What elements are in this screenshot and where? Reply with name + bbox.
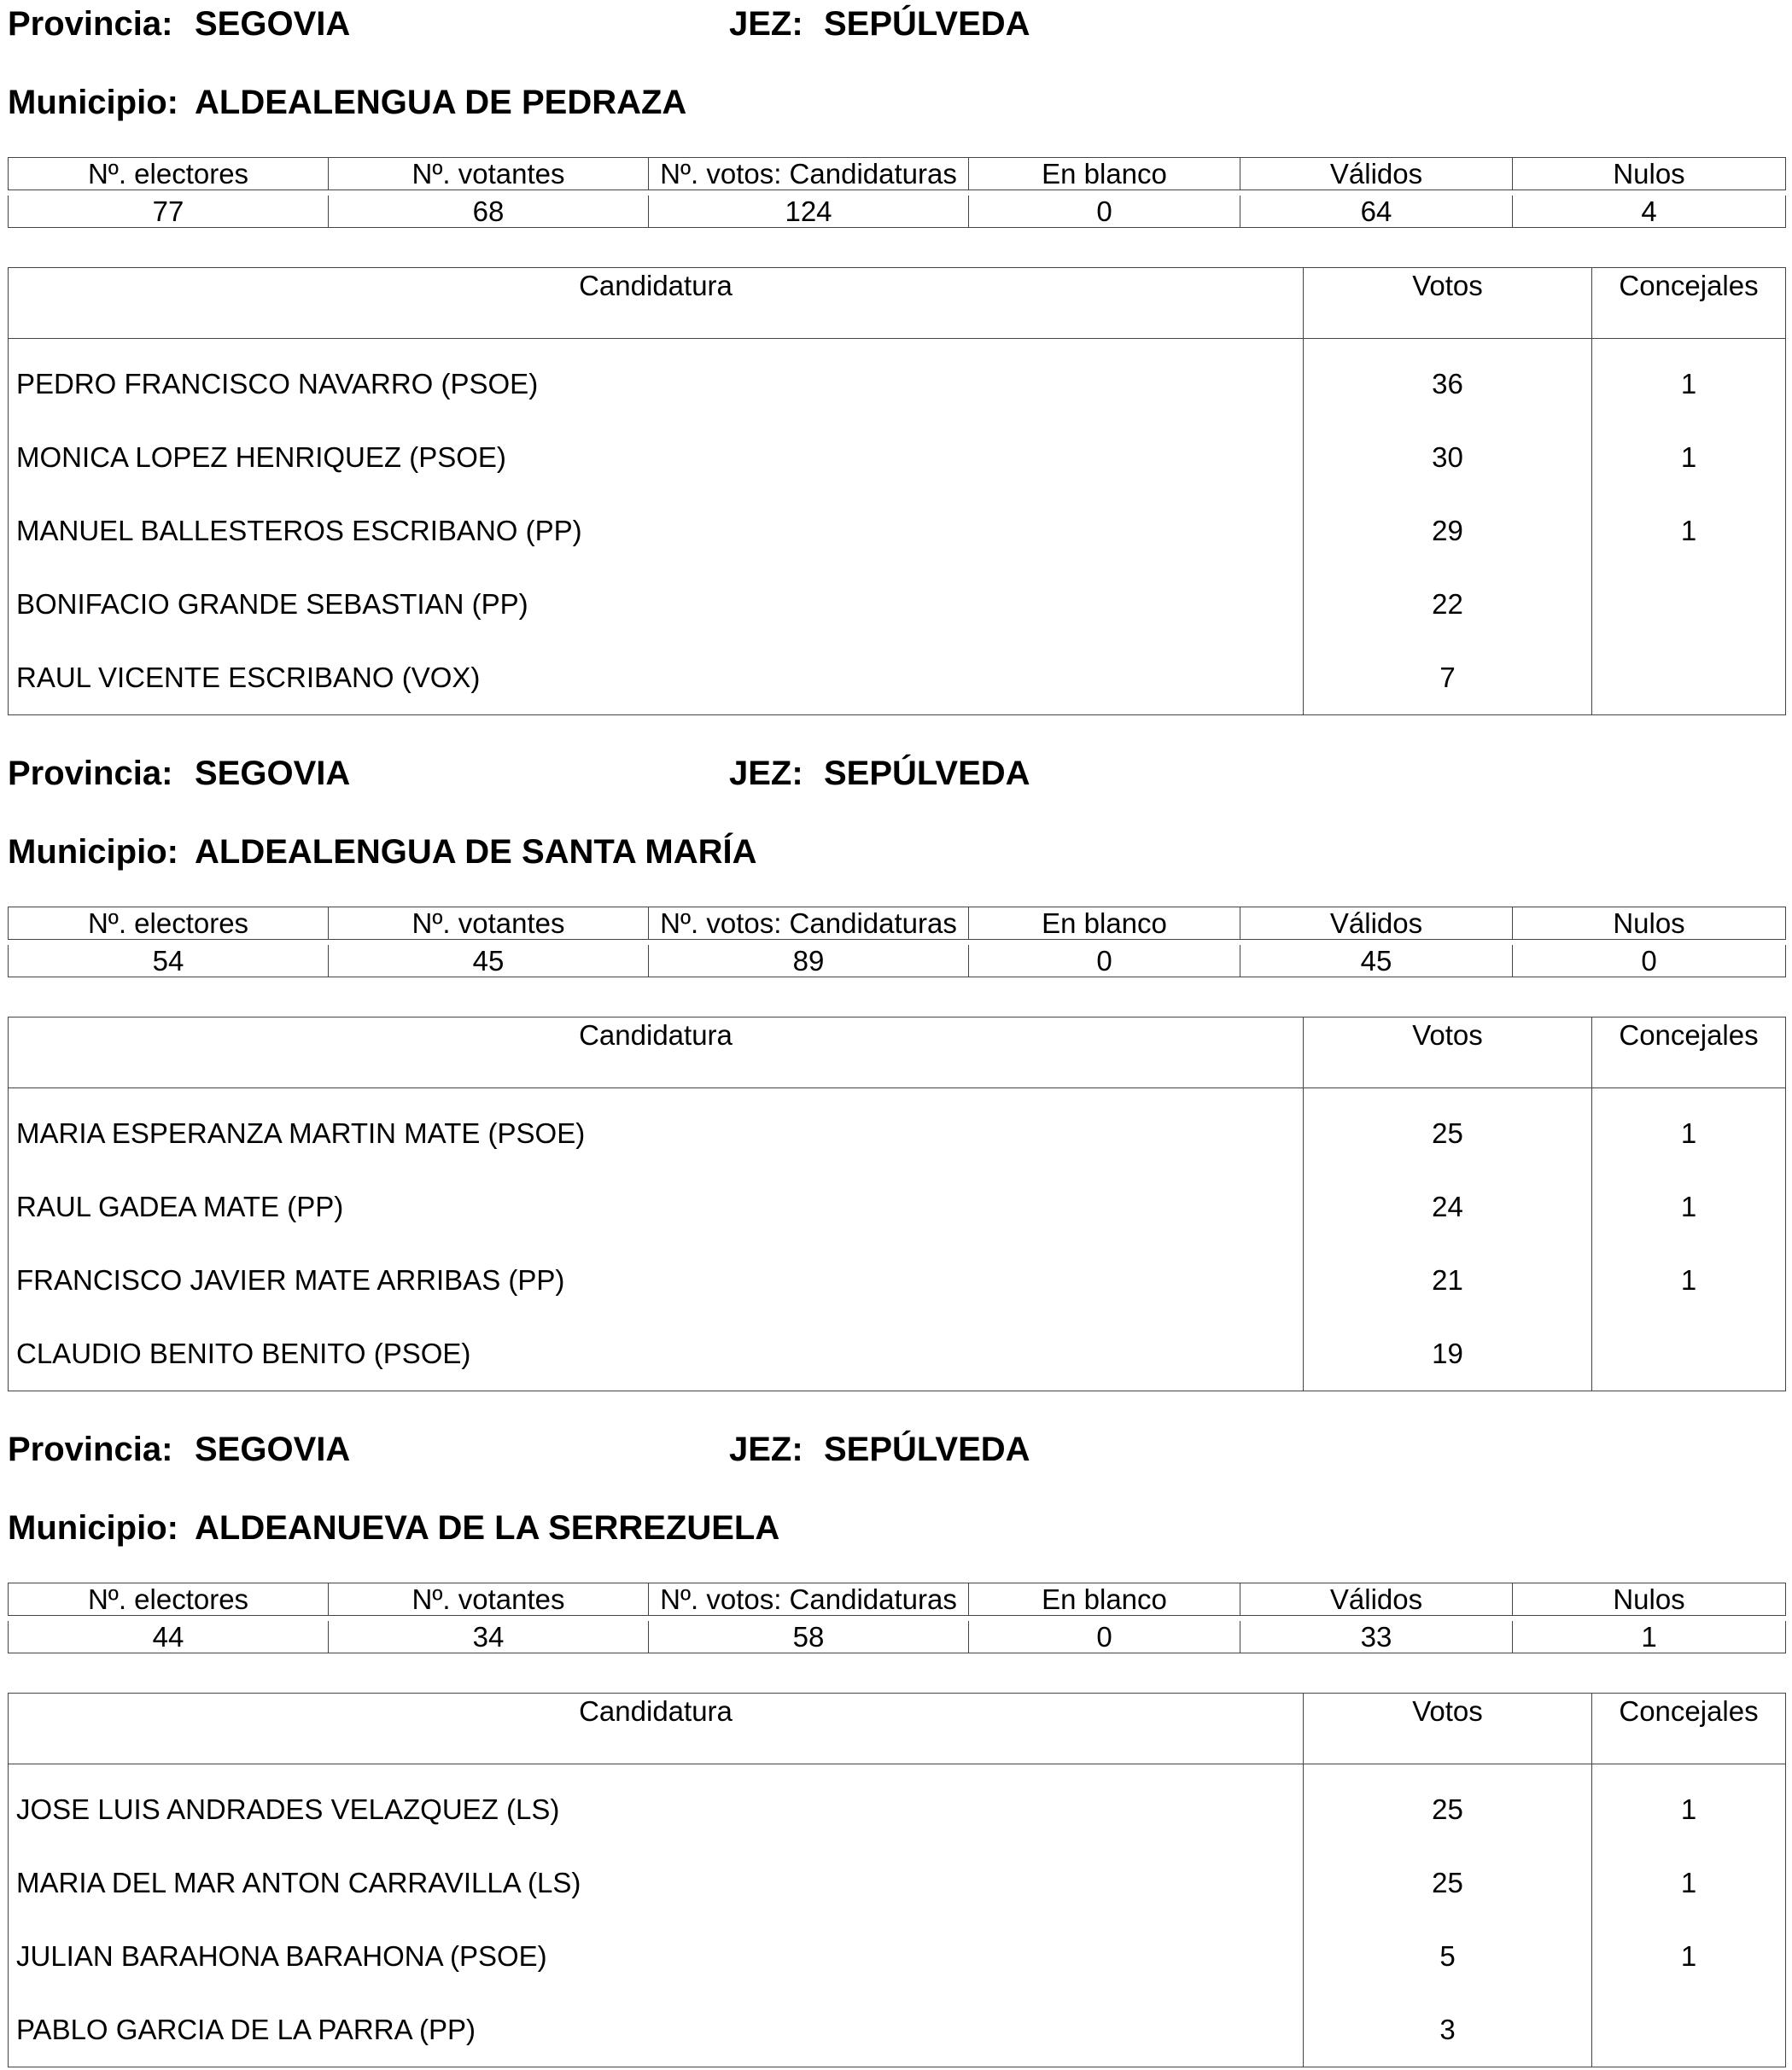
stats-header-cell: En blanco <box>969 907 1240 940</box>
candidate-concejales: 1 <box>1680 1940 1697 1972</box>
stats-value-row <box>9 1621 1786 1653</box>
stats-header-cell: Válidos <box>1240 158 1513 190</box>
jez-value: SEPÚLVEDA <box>824 755 1030 792</box>
municipio-header <box>8 830 1785 881</box>
stats-header-cell: Nulos <box>1513 1583 1786 1616</box>
stats-value-cell: 4 <box>1513 195 1786 228</box>
candidate-concejales <box>1592 1993 1786 2067</box>
stats-value-cell: 0 <box>1513 945 1786 977</box>
province-header <box>8 0 1785 51</box>
municipio-header <box>8 1506 1785 1557</box>
jez-label: JEZ: <box>729 1431 803 1468</box>
candidates-header-cell: Candidatura <box>9 268 1304 339</box>
candidate-votos: 21 <box>1304 1244 1592 1317</box>
stats-header-cell: En blanco <box>969 1583 1240 1616</box>
candidates-header-row <box>9 1694 1786 1764</box>
candidate-votos: 30 <box>1304 421 1592 494</box>
candidate-row <box>9 1170 1786 1244</box>
provincia-value: SEGOVIA <box>195 755 351 792</box>
candidate-concejales <box>1592 641 1786 715</box>
stats-header-cell: Nulos <box>1513 907 1786 940</box>
candidate-concejales <box>1592 568 1786 641</box>
province-header <box>8 1426 1785 1477</box>
candidate-concejales: 1 <box>1680 368 1697 399</box>
stats-header-row <box>9 907 1786 940</box>
stats-header-cell: En blanco <box>969 158 1240 190</box>
candidate-votos: 3 <box>1304 1993 1592 2067</box>
candidate-concejales: 1 <box>1680 1793 1697 1825</box>
municipio-value: ALDEANUEVA DE LA SERREZUELA <box>195 1509 780 1547</box>
candidate-votos: 24 <box>1304 1170 1592 1244</box>
stats-value-cell: 54 <box>9 945 329 977</box>
stats-value-cell: 0 <box>969 1621 1240 1653</box>
stats-value-row <box>9 195 1786 228</box>
candidate-name: JOSE LUIS ANDRADES VELAZQUEZ (LS) <box>9 1764 1304 1847</box>
candidates-header-cell: Candidatura <box>9 1018 1304 1088</box>
municipio-header <box>8 80 1785 131</box>
candidates-table <box>8 1693 1786 2067</box>
candidates-header-cell: Concejales <box>1592 1018 1786 1088</box>
stats-header-cell: Nº. votantes <box>329 158 649 190</box>
candidate-votos: 29 <box>1304 494 1592 568</box>
stats-value-cell: 0 <box>969 945 1240 977</box>
candidate-concejales: 1 <box>1680 441 1697 473</box>
candidate-votos: 22 <box>1304 568 1592 641</box>
stats-header-cell: Nulos <box>1513 158 1786 190</box>
candidates-header-cell: Votos <box>1304 1018 1592 1088</box>
stats-value-cell: 1 <box>1513 1621 1786 1653</box>
jez-label: JEZ: <box>729 755 803 792</box>
jez-label: JEZ: <box>729 5 803 43</box>
candidate-name: MONICA LOPEZ HENRIQUEZ (PSOE) <box>9 421 1304 494</box>
candidate-row <box>9 1764 1786 1847</box>
municipality-section <box>8 749 1785 1391</box>
candidates-header-row <box>9 268 1786 339</box>
stats-table <box>8 907 1786 977</box>
stats-value-cell: 45 <box>329 945 649 977</box>
stats-value-cell: 89 <box>649 945 969 977</box>
candidates-header-cell: Votos <box>1304 268 1592 339</box>
candidate-votos: 25 <box>1304 1088 1592 1171</box>
stats-header-cell: Válidos <box>1240 907 1513 940</box>
municipio-label: Municipio: <box>8 833 178 871</box>
candidate-concejales: 1 <box>1680 1117 1697 1149</box>
candidate-votos: 25 <box>1304 1764 1592 1847</box>
candidates-header-row <box>9 1018 1786 1088</box>
municipio-value: ALDEALENGUA DE PEDRAZA <box>195 84 687 121</box>
candidate-name: MANUEL BALLESTEROS ESCRIBANO (PP) <box>9 494 1304 568</box>
provincia-label: Provincia: <box>8 5 173 43</box>
stats-value-cell: 34 <box>329 1621 649 1653</box>
candidate-row <box>9 1244 1786 1317</box>
municipality-section <box>8 1426 1785 2067</box>
candidates-header-cell: Votos <box>1304 1694 1592 1764</box>
stats-header-cell: Nº. votos: Candidaturas <box>649 907 969 940</box>
candidate-concejales <box>1592 1317 1786 1391</box>
jez-value: SEPÚLVEDA <box>824 5 1030 43</box>
candidate-row <box>9 1993 1786 2067</box>
municipio-label: Municipio: <box>8 1509 178 1547</box>
candidate-name: BONIFACIO GRANDE SEBASTIAN (PP) <box>9 568 1304 641</box>
stats-value-cell: 58 <box>649 1621 969 1653</box>
stats-value-cell: 44 <box>9 1621 329 1653</box>
candidate-name: PABLO GARCIA DE LA PARRA (PP) <box>9 1993 1304 2067</box>
candidate-name: RAUL VICENTE ESCRIBANO (VOX) <box>9 641 1304 715</box>
stats-header-row <box>9 1583 1786 1616</box>
stats-value-cell: 0 <box>969 195 1240 228</box>
jez-value: SEPÚLVEDA <box>824 1431 1030 1468</box>
provincia-value: SEGOVIA <box>195 1431 351 1468</box>
municipio-label: Municipio: <box>8 84 178 121</box>
candidate-row <box>9 421 1786 494</box>
candidate-name: CLAUDIO BENITO BENITO (PSOE) <box>9 1317 1304 1391</box>
provincia-value: SEGOVIA <box>195 5 351 43</box>
candidates-header-cell: Concejales <box>1592 268 1786 339</box>
candidate-row <box>9 1317 1786 1391</box>
candidates-header-cell: Concejales <box>1592 1694 1786 1764</box>
candidates-table <box>8 1017 1786 1391</box>
stats-header-cell: Nº. electores <box>9 907 329 940</box>
stats-table <box>8 1583 1786 1653</box>
candidates-table <box>8 267 1786 715</box>
stats-header-cell: Válidos <box>1240 1583 1513 1616</box>
candidate-votos: 36 <box>1304 339 1592 422</box>
stats-value-cell: 124 <box>649 195 969 228</box>
candidate-votos: 25 <box>1304 1846 1592 1920</box>
candidate-row <box>9 568 1786 641</box>
stats-value-row <box>9 945 1786 977</box>
stats-header-cell: Nº. votantes <box>329 907 649 940</box>
candidate-name: JULIAN BARAHONA BARAHONA (PSOE) <box>9 1920 1304 1993</box>
stats-header-cell: Nº. votos: Candidaturas <box>649 1583 969 1616</box>
candidate-row <box>9 494 1786 568</box>
stats-value-cell: 33 <box>1240 1621 1513 1653</box>
stats-header-cell: Nº. votantes <box>329 1583 649 1616</box>
candidate-row <box>9 1088 1786 1171</box>
candidate-concejales: 1 <box>1680 1264 1697 1296</box>
candidate-row <box>9 1846 1786 1920</box>
provincia-label: Provincia: <box>8 755 173 792</box>
provincia-label: Provincia: <box>8 1431 173 1468</box>
candidate-name: RAUL GADEA MATE (PP) <box>9 1170 1304 1244</box>
stats-value-cell: 64 <box>1240 195 1513 228</box>
province-header <box>8 749 1785 801</box>
stats-header-cell: Nº. electores <box>9 1583 329 1616</box>
municipality-section <box>8 0 1785 715</box>
candidate-row <box>9 1920 1786 1993</box>
candidate-concejales: 1 <box>1680 515 1697 546</box>
candidate-name: PEDRO FRANCISCO NAVARRO (PSOE) <box>9 339 1304 422</box>
candidate-name: FRANCISCO JAVIER MATE ARRIBAS (PP) <box>9 1244 1304 1317</box>
stats-header-row <box>9 158 1786 190</box>
stats-header-cell: Nº. electores <box>9 158 329 190</box>
candidate-row <box>9 641 1786 715</box>
candidate-votos: 7 <box>1304 641 1592 715</box>
candidate-concejales: 1 <box>1680 1867 1697 1898</box>
candidates-header-cell: Candidatura <box>9 1694 1304 1764</box>
candidate-name: MARIA DEL MAR ANTON CARRAVILLA (LS) <box>9 1846 1304 1920</box>
municipio-value: ALDEALENGUA DE SANTA MARÍA <box>195 833 757 871</box>
stats-value-cell: 68 <box>329 195 649 228</box>
stats-table <box>8 157 1786 228</box>
candidate-votos: 5 <box>1304 1920 1592 1993</box>
candidate-concejales: 1 <box>1680 1191 1697 1222</box>
stats-value-cell: 45 <box>1240 945 1513 977</box>
candidate-votos: 19 <box>1304 1317 1592 1391</box>
stats-value-cell: 77 <box>9 195 329 228</box>
candidate-name: MARIA ESPERANZA MARTIN MATE (PSOE) <box>9 1088 1304 1171</box>
candidate-row <box>9 339 1786 422</box>
stats-header-cell: Nº. votos: Candidaturas <box>649 158 969 190</box>
